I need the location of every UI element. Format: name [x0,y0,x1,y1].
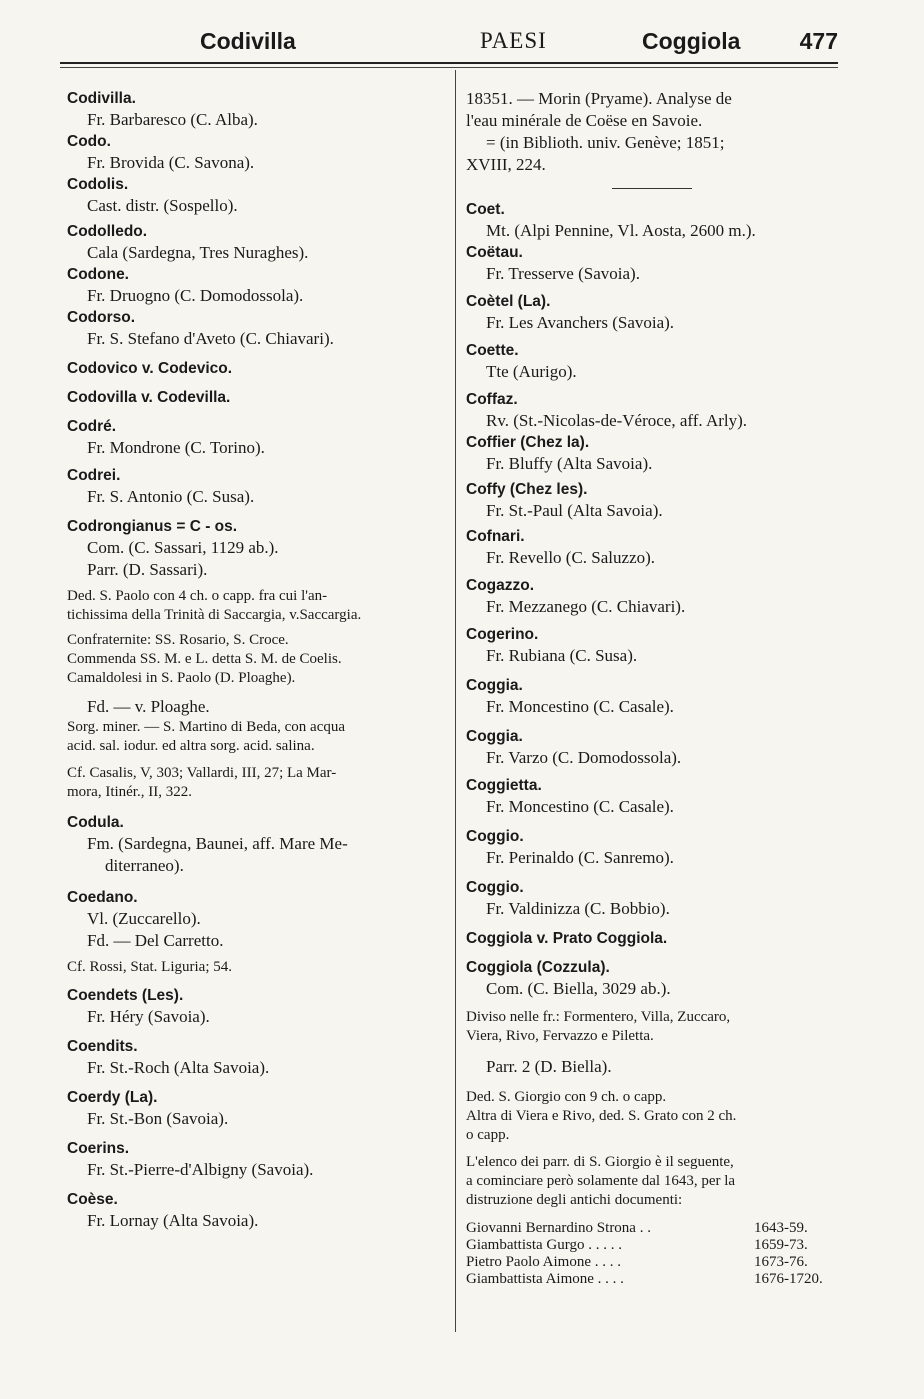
entry-detail: Fr. Perinaldo (C. Sanremo). [486,848,674,867]
entry-detail: Fr. Les Avanchers (Savoia). [486,313,675,332]
column-divider [455,70,456,1332]
entry-detail: Fr. Mondrone (C. Torino). [87,438,265,457]
entry-headword: Codrongianus = C - os. [67,518,238,535]
entry-headword: Codovilla v. Codevilla. [67,389,231,406]
entry-headword: Codivilla. [67,90,136,107]
entry-detail: Vl. (Zuccarello). [87,909,201,928]
entry-headword: Coèse. [67,1191,118,1208]
entry-headword: Codolis. [67,176,129,193]
entry-detail: Parr. (D. Sassari). [87,560,208,579]
entry-detail: Fr. Moncestino (C. Casale). [486,697,674,716]
note-line: Ded. S. Paolo con 4 ch. o capp. fra cui l'an- [67,588,328,604]
entry-headword: Coffy (Chez les). [466,481,588,498]
bibliography-line: 18351. — Morin (Pryame). Analyse de [466,89,732,108]
entry-headword: Codula. [67,814,124,831]
entry-headword: Codrei. [67,467,121,484]
note-line: L'elenco dei parr. di S. Giorgio è il seguente, [466,1154,734,1170]
entry-detail: diterraneo). [105,856,184,875]
header-right-term: Coggiola [642,28,741,54]
entry-detail: Fr. Moncestino (C. Casale). [486,797,674,816]
entry-headword: Coggietta. [466,777,542,794]
entry-headword: Coette. [466,342,519,359]
left-column [67,88,449,1232]
separator-rule [612,188,692,189]
entry-detail: Fr. Druogno (C. Domodossola). [87,286,304,305]
note-line: Commenda SS. M. e L. detta S. M. de Coelis. [67,651,342,667]
entry-headword: Cogerino. [466,626,539,643]
entry-headword: Codone. [67,266,129,283]
entry-headword: Coerdy (La). [67,1089,158,1106]
entry-detail: Parr. 2 (D. Biella). [486,1057,612,1076]
header-rule [60,62,838,64]
entry-headword: Codolledo. [67,223,148,240]
entry-headword: Coendets (Les). [67,987,184,1004]
parish-priests-table [466,1220,842,1288]
entry-headword: Coggiola v. Prato Coggiola. [466,930,668,947]
entry-detail: Fr. Revello (C. Saluzzo). [486,548,656,567]
note-line: tichissima della Trinità di Saccargia, v.Saccargia. [67,607,362,623]
entry-headword: Coet. [466,201,505,218]
entry-headword: Coggio. [466,879,524,896]
entry-headword: Codorso. [67,309,136,326]
entry-detail: Fr. S. Antonio (C. Susa). [87,487,255,506]
entry-headword: Codo. [67,133,111,150]
entry-detail: Fr. St.-Bon (Savoia). [87,1109,229,1128]
note-line: Cf. Rossi, Stat. Liguria; 54. [67,959,232,975]
note-line: Sorg. miner. — S. Martino di Beda, con acqua [67,719,346,735]
entry-headword: Cogazzo. [466,577,535,594]
table-row [466,1220,842,1237]
note-line: Cf. Casalis, V, 303; Vallardi, III, 27; La Mar- [67,765,337,781]
note-line: a cominciare però solamente dal 1643, per la [466,1173,736,1189]
entry-headword: Coendits. [67,1038,138,1055]
note-line: acid. sal. iodur. ed altra sorg. acid. salina. [67,738,315,754]
priest-name: Giovanni Bernardino Strona . . [466,1220,651,1236]
entry-detail: Com. (C. Biella, 3029 ab.). [486,979,671,998]
entry-headword: Coedano. [67,889,138,906]
entry-detail: Com. (C. Sassari, 1129 ab.). [87,538,279,557]
entry-headword: Cofnari. [466,528,525,545]
note-line: Camaldolesi in S. Paolo (D. Ploaghe). [67,670,296,686]
entry-detail: = (in Biblioth. univ. Genève; 1851; [486,133,725,152]
entry-detail: Fr. Brovida (C. Savona). [87,153,255,172]
entry-detail: Fr. St.-Pierre-d'Albigny (Savoia). [87,1160,314,1179]
tenure-years: 1673-76. [754,1254,808,1270]
header-rule-thin [60,67,838,68]
entry-headword: Coggia. [466,728,523,745]
entry-headword: Coggio. [466,828,524,845]
entry-headword: Codovico v. Codevico. [67,360,233,377]
entry-detail: Tte (Aurigo). [486,362,577,381]
note-line: Ded. S. Giorgio con 9 ch. o capp. [466,1089,667,1105]
priest-name: Giambattista Gurgo . . . . . [466,1237,622,1253]
entry-detail: Rv. (St.-Nicolas-de-Véroce, aff. Arly). [486,411,748,430]
note-line: Altra di Viera e Rivo, ded. S. Grato con 2 ch. [466,1108,737,1124]
tenure-years: 1676-1720. [754,1271,823,1287]
entry-detail: Cala (Sardegna, Tres Nuraghes). [87,243,309,262]
priest-name: Giambattista Aimone . . . . [466,1271,624,1287]
entry-headword: Coerins. [67,1140,130,1157]
entry-detail: Fr. Barbaresco (C. Alba). [87,110,258,129]
table-row [466,1271,842,1288]
header-left-term: Codivilla [200,28,296,54]
entry-headword: Coffaz. [466,391,518,408]
priest-name: Pietro Paolo Aimone . . . . [466,1254,621,1270]
header-section: PAESI [480,28,547,53]
entry-headword: Coètel (La). [466,293,551,310]
bibliography-line: l'eau minérale de Coëse en Savoie. [466,111,703,130]
entry-detail: Fr. Héry (Savoia). [87,1007,210,1026]
note-line: o capp. [466,1127,510,1143]
entry-detail: Fr. Mezzanego (C. Chiavari). [486,597,686,616]
entry-detail: Fm. (Sardegna, Baunei, aff. Mare Me- [87,834,348,853]
note-line: Diviso nelle fr.: Formentero, Villa, Zuccaro, [466,1009,731,1025]
entry-detail: Mt. (Alpi Pennine, Vl. Aosta, 2600 m.). [486,221,756,240]
entry-detail: Fr. Valdinizza (C. Bobbio). [486,899,670,918]
tenure-years: 1643-59. [754,1220,808,1236]
entry-detail: Fd. — Del Carretto. [87,931,224,950]
tenure-years: 1659-73. [754,1237,808,1253]
right-column [466,88,846,1288]
entry-detail: Fr. S. Stefano d'Aveto (C. Chiavari). [87,329,334,348]
entry-detail: Fr. Varzo (C. Domodossola). [486,748,682,767]
entry-detail: Fd. — v. Ploaghe. [87,697,210,716]
entry-detail: Fr. Rubiana (C. Susa). [486,646,638,665]
entry-detail: Fr. Bluffy (Alta Savoia). [486,454,653,473]
entry-headword: Coëtau. [466,244,523,261]
note-line: Viera, Rivo, Fervazzo e Piletta. [466,1028,654,1044]
page-header [60,26,838,62]
entry-detail: Fr. St.-Paul (Alta Savoia). [486,501,663,520]
entry-detail: Fr. St.-Roch (Alta Savoia). [87,1058,270,1077]
table-row [466,1237,842,1254]
entry-headword: Codré. [67,418,117,435]
entry-detail: Fr. Tresserve (Savoia). [486,264,640,283]
table-row [466,1254,842,1271]
note-line: distruzione degli antichi documenti: [466,1192,683,1208]
bibliography-line: XVIII, 224. [466,155,546,174]
entry-detail: Cast. distr. (Sospello). [87,196,238,215]
note-line: Confraternite: SS. Rosario, S. Croce. [67,632,289,648]
entry-headword: Coggiola (Cozzula). [466,959,610,976]
entry-detail: Fr. Lornay (Alta Savoia). [87,1211,259,1230]
entry-headword: Coffier (Chez la). [466,434,590,451]
entry-headword: Coggia. [466,677,523,694]
note-line: mora, Itinér., II, 322. [67,784,192,800]
page-number: 477 [799,28,838,54]
